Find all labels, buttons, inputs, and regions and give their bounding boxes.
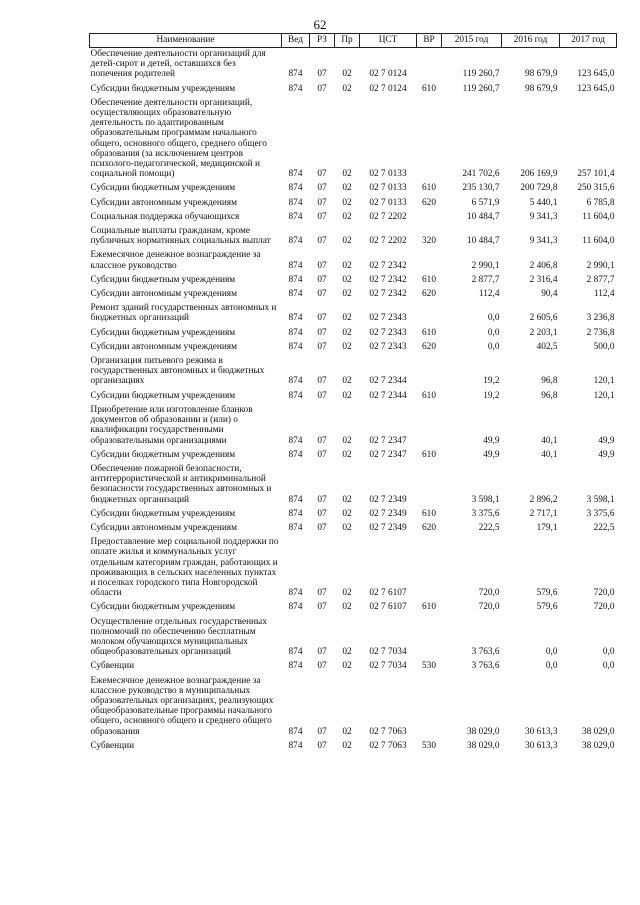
table-row xyxy=(90,463,617,508)
cell-2015: 10 484,7 xyxy=(466,236,500,247)
cell-name: Обеспечение деятельности организаций, осуществляющих образовательную деятельность по адаптированным образовательным программам начального общего, основного общего, среднего общего образования (за исключением центров психолого-педагогической, медицинской и социальной помощи) xyxy=(90,97,267,180)
cell-cst: 02 7 7063 xyxy=(369,726,407,737)
cell-pr: 02 xyxy=(342,313,352,324)
cell-2016: 9 341,3 xyxy=(529,211,558,222)
cell-vr: 620 xyxy=(422,341,436,352)
cell-ved: 874 xyxy=(288,449,303,460)
cell-2015: 19,2 xyxy=(483,376,500,387)
cell-name: Осуществление отдельных государственных полномочий по обеспечению бесплатным молоком обучающихся муниципальных общеобразовательных организаций xyxy=(90,616,267,658)
cell-vr: 610 xyxy=(422,274,436,285)
cell-2017: 49,9 xyxy=(598,435,615,446)
header-rz: РЗ xyxy=(310,34,335,48)
cell-ved: 874 xyxy=(288,197,303,208)
table-row xyxy=(90,508,617,522)
cell-cst: 02 7 7034 xyxy=(369,661,407,672)
cell-vr xyxy=(417,302,442,326)
cell-2016: 96,8 xyxy=(541,376,558,387)
cell-cst: 02 7 2344 xyxy=(369,376,407,387)
cell-rz: 07 xyxy=(317,313,327,324)
cell-2017: 257 101,4 xyxy=(577,169,615,180)
cell-ved: 874 xyxy=(288,726,303,737)
table-row xyxy=(90,83,617,97)
table-row xyxy=(90,675,617,740)
cell-2017: 720,0 xyxy=(593,602,615,613)
cell-ved: 874 xyxy=(288,83,303,94)
cell-2016: 0,0 xyxy=(545,647,558,658)
cell-2015: 0,0 xyxy=(487,313,500,324)
cell-2015: 2 877,7 xyxy=(471,274,500,285)
cell-2015: 49,9 xyxy=(483,449,500,460)
cell-2015: 3 763,6 xyxy=(471,647,500,658)
cell-2015: 49,9 xyxy=(483,435,500,446)
table-row xyxy=(90,355,617,390)
cell-vr xyxy=(417,211,442,225)
cell-cst: 02 7 2343 xyxy=(369,327,407,338)
cell-vr xyxy=(417,249,442,273)
cell-name: Приобретение или изготовление бланков документов об образовании и (или) о квалификации государственными образовательными организациями xyxy=(90,404,253,446)
table-row xyxy=(90,660,617,674)
table-row xyxy=(90,601,617,615)
cell-pr: 02 xyxy=(342,376,352,387)
cell-2016: 579,6 xyxy=(536,602,558,613)
cell-2017: 6 785,8 xyxy=(586,197,615,208)
cell-vr: 620 xyxy=(422,289,436,300)
cell-name: Субсидии автономным учреждениям xyxy=(90,289,237,300)
cell-ved: 874 xyxy=(288,327,303,338)
cell-pr: 02 xyxy=(342,69,352,80)
table-row xyxy=(90,390,617,404)
cell-2016: 96,8 xyxy=(541,390,558,401)
cell-2015: 720,0 xyxy=(478,602,500,613)
table-row xyxy=(90,341,617,355)
cell-2015: 3 763,6 xyxy=(471,661,500,672)
cell-2015: 10 484,7 xyxy=(466,211,500,222)
cell-2017: 11 604,0 xyxy=(582,211,615,222)
cell-2015: 3 598,1 xyxy=(471,494,500,505)
cell-cst: 02 7 6107 xyxy=(369,588,407,599)
cell-2017: 0,0 xyxy=(602,647,615,658)
cell-2016: 2 406,8 xyxy=(529,260,558,271)
header-2017: 2017 год xyxy=(560,34,617,48)
cell-2017: 11 604,0 xyxy=(582,236,615,247)
cell-vr xyxy=(417,97,442,183)
cell-ved: 874 xyxy=(288,260,303,271)
cell-vr xyxy=(417,675,442,740)
table-row xyxy=(90,48,617,83)
cell-pr: 02 xyxy=(342,602,352,613)
cell-rz: 07 xyxy=(317,647,327,658)
cell-name: Субсидии автономным учреждениям xyxy=(90,341,237,352)
cell-2016: 5 440,1 xyxy=(529,197,558,208)
cell-2015: 38 029,0 xyxy=(466,726,500,737)
cell-ved: 874 xyxy=(288,69,303,80)
cell-2016: 0,0 xyxy=(545,661,558,672)
cell-pr: 02 xyxy=(342,341,352,352)
table-row xyxy=(90,536,617,601)
cell-2016: 30 613,3 xyxy=(524,726,558,737)
cell-vr: 610 xyxy=(422,183,436,194)
header-ved: Вед xyxy=(282,34,310,48)
cell-2016: 98 679,9 xyxy=(524,69,558,80)
table-row xyxy=(90,740,617,754)
cell-name: Предоставление мер социальной поддержки по оплате жилья и коммунальных услуг отдельным категориям граждан, работающих и проживающих в сельских населенных пунктах и поселках городского типа Новгородской области xyxy=(90,537,279,599)
cell-name: Субсидии бюджетным учреждениям xyxy=(90,449,236,460)
cell-rz: 07 xyxy=(317,435,327,446)
cell-ved: 874 xyxy=(288,274,303,285)
cell-rz: 07 xyxy=(317,83,327,94)
cell-2015: 0,0 xyxy=(487,341,500,352)
cell-2015: 112,4 xyxy=(478,289,500,300)
cell-ved: 874 xyxy=(288,602,303,613)
cell-ved: 874 xyxy=(288,661,303,672)
cell-rz: 07 xyxy=(317,588,327,599)
cell-name: Ремонт зданий государственных автономных и бюджетных организаций xyxy=(90,303,277,324)
page-number: 62 xyxy=(313,17,327,32)
cell-vr xyxy=(417,463,442,508)
cell-rz: 07 xyxy=(317,327,327,338)
cell-pr: 02 xyxy=(342,289,352,300)
cell-2017: 250 315,6 xyxy=(577,183,615,194)
cell-ved: 874 xyxy=(288,236,303,247)
cell-ved: 874 xyxy=(288,169,303,180)
header-2015: 2015 год xyxy=(442,34,502,48)
cell-vr: 610 xyxy=(422,602,436,613)
cell-pr: 02 xyxy=(342,211,352,222)
cell-vr: 320 xyxy=(422,236,436,247)
table-row xyxy=(90,274,617,288)
cell-2017: 120,1 xyxy=(593,390,615,401)
cell-rz: 07 xyxy=(317,236,327,247)
cell-rz: 07 xyxy=(317,211,327,222)
cell-rz: 07 xyxy=(317,341,327,352)
cell-name: Субсидии бюджетным учреждениям xyxy=(90,602,236,613)
cell-pr: 02 xyxy=(342,83,352,94)
table-row xyxy=(90,97,617,183)
header-cst: ЦСТ xyxy=(360,34,417,48)
cell-pr: 02 xyxy=(342,183,352,194)
cell-vr xyxy=(417,355,442,390)
cell-name: Субвенции xyxy=(90,740,135,751)
cell-ved: 874 xyxy=(288,740,303,751)
cell-name: Субвенции xyxy=(90,661,135,672)
header-vr: ВР xyxy=(417,34,442,48)
cell-rz: 07 xyxy=(317,740,327,751)
cell-ved: 874 xyxy=(288,211,303,222)
table-row xyxy=(90,449,617,463)
cell-2015: 222,5 xyxy=(478,522,500,533)
cell-rz: 07 xyxy=(317,602,327,613)
cell-cst: 02 7 7063 xyxy=(369,740,407,751)
cell-cst: 02 7 2343 xyxy=(369,341,407,352)
cell-2017: 222,5 xyxy=(593,522,615,533)
cell-vr xyxy=(417,536,442,601)
cell-cst: 02 7 0133 xyxy=(369,169,407,180)
cell-2016: 2 203,1 xyxy=(529,327,558,338)
cell-ved: 874 xyxy=(288,522,303,533)
cell-cst: 02 7 7034 xyxy=(369,647,407,658)
table-row xyxy=(90,288,617,302)
cell-2017: 720,0 xyxy=(593,588,615,599)
cell-cst: 02 7 2202 xyxy=(369,211,407,222)
table-row xyxy=(90,182,617,196)
cell-rz: 07 xyxy=(317,494,327,505)
cell-rz: 07 xyxy=(317,197,327,208)
cell-name: Субсидии бюджетным учреждениям xyxy=(90,390,236,401)
table-row xyxy=(90,211,617,225)
cell-2015: 119 260,7 xyxy=(462,69,500,80)
cell-ved: 874 xyxy=(288,390,303,401)
cell-vr: 530 xyxy=(422,740,436,751)
cell-pr: 02 xyxy=(342,327,352,338)
cell-ved: 874 xyxy=(288,376,303,387)
cell-2015: 0,0 xyxy=(487,327,500,338)
cell-cst: 02 7 0133 xyxy=(369,197,407,208)
cell-vr xyxy=(417,616,442,661)
cell-vr xyxy=(417,48,442,83)
cell-name: Субсидии бюджетным учреждениям xyxy=(90,183,236,194)
cell-pr: 02 xyxy=(342,274,352,285)
cell-rz: 07 xyxy=(317,390,327,401)
cell-2017: 3 236,8 xyxy=(586,313,615,324)
table-row xyxy=(90,197,617,211)
cell-name: Обеспечение деятельности организаций для детей-сирот и детей, оставшихся без попечения родителей xyxy=(90,49,266,80)
cell-2015: 19,2 xyxy=(483,390,500,401)
table-row xyxy=(90,404,617,449)
cell-rz: 07 xyxy=(317,449,327,460)
cell-2015: 241 702,6 xyxy=(462,169,500,180)
cell-pr: 02 xyxy=(342,390,352,401)
cell-ved: 874 xyxy=(288,588,303,599)
table-row xyxy=(90,522,617,536)
cell-pr: 02 xyxy=(342,647,352,658)
cell-2017: 3 375,6 xyxy=(586,508,615,519)
cell-2017: 123 645,0 xyxy=(577,69,615,80)
cell-name: Социальная поддержка обучающихся xyxy=(90,211,240,222)
cell-cst: 02 7 2349 xyxy=(369,508,407,519)
cell-2017: 49,9 xyxy=(598,449,615,460)
cell-cst: 02 7 2202 xyxy=(369,236,407,247)
cell-2017: 2 736,8 xyxy=(586,327,615,338)
header-pr: Пр xyxy=(335,34,360,48)
cell-2016: 2 316,4 xyxy=(529,274,558,285)
cell-2016: 179,1 xyxy=(536,522,558,533)
cell-2016: 2 896,2 xyxy=(529,494,558,505)
cell-ved: 874 xyxy=(288,494,303,505)
cell-2015: 38 029,0 xyxy=(466,740,500,751)
cell-name: Субсидии бюджетным учреждениям xyxy=(90,83,236,94)
cell-pr: 02 xyxy=(342,435,352,446)
cell-pr: 02 xyxy=(342,740,352,751)
cell-2017: 112,4 xyxy=(593,289,615,300)
cell-rz: 07 xyxy=(317,183,327,194)
cell-2017: 38 029,0 xyxy=(581,726,615,737)
cell-vr: 610 xyxy=(422,83,436,94)
cell-ved: 874 xyxy=(288,289,303,300)
cell-name: Субсидии автономным учреждениям xyxy=(90,522,237,533)
cell-2017: 0,0 xyxy=(602,661,615,672)
cell-2016: 206 169,9 xyxy=(520,169,558,180)
cell-cst: 02 7 2342 xyxy=(369,289,407,300)
cell-pr: 02 xyxy=(342,588,352,599)
cell-2015: 720,0 xyxy=(478,588,500,599)
cell-2016: 30 613,3 xyxy=(524,740,558,751)
cell-2015: 6 571,9 xyxy=(471,197,500,208)
cell-cst: 02 7 2342 xyxy=(369,260,407,271)
cell-pr: 02 xyxy=(342,169,352,180)
cell-vr: 620 xyxy=(422,197,436,208)
header-2016: 2016 год xyxy=(502,34,560,48)
cell-name: Субсидии бюджетным учреждениям xyxy=(90,508,236,519)
cell-ved: 874 xyxy=(288,183,303,194)
cell-cst: 02 7 2347 xyxy=(369,435,407,446)
cell-pr: 02 xyxy=(342,260,352,271)
cell-name: Ежемесячное денежное вознаграждение за классное руководство в муниципальных образовательных организациях, реализующих общеобразовательные программы начального общего, основного общего и среднего общего образования xyxy=(90,675,274,737)
budget-table xyxy=(89,33,617,754)
cell-name: Субсидии бюджетным учреждениям xyxy=(90,274,236,285)
cell-name: Субсидии бюджетным учреждениям xyxy=(90,327,236,338)
cell-rz: 07 xyxy=(317,289,327,300)
cell-ved: 874 xyxy=(288,341,303,352)
cell-pr: 02 xyxy=(342,236,352,247)
table-row xyxy=(90,616,617,661)
cell-pr: 02 xyxy=(342,522,352,533)
cell-2016: 98 679,9 xyxy=(524,83,558,94)
cell-vr: 610 xyxy=(422,508,436,519)
cell-vr: 610 xyxy=(422,449,436,460)
cell-2017: 500,0 xyxy=(593,341,615,352)
cell-2016: 40,1 xyxy=(541,435,558,446)
cell-ved: 874 xyxy=(288,647,303,658)
cell-rz: 07 xyxy=(317,376,327,387)
cell-2015: 119 260,7 xyxy=(462,83,500,94)
cell-cst: 02 7 2342 xyxy=(369,274,407,285)
cell-cst: 02 7 2343 xyxy=(369,313,407,324)
cell-rz: 07 xyxy=(317,661,327,672)
cell-vr xyxy=(417,404,442,449)
cell-cst: 02 7 0124 xyxy=(369,69,407,80)
cell-2016: 579,6 xyxy=(536,588,558,599)
table-row xyxy=(90,302,617,326)
cell-2016: 2 605,6 xyxy=(529,313,558,324)
cell-cst: 02 7 2347 xyxy=(369,449,407,460)
cell-rz: 07 xyxy=(317,522,327,533)
cell-2017: 120,1 xyxy=(593,376,615,387)
cell-ved: 874 xyxy=(288,435,303,446)
cell-name: Обеспечение пожарной безопасности, антитеррористической и антикриминальной безопасности государственных автономных и бюджетных организаций xyxy=(90,463,272,505)
cell-2015: 235 130,7 xyxy=(462,183,500,194)
cell-vr: 530 xyxy=(422,661,436,672)
cell-ved: 874 xyxy=(288,313,303,324)
cell-cst: 02 7 2349 xyxy=(369,494,407,505)
cell-2016: 402,5 xyxy=(536,341,558,352)
cell-name: Ежемесячное денежное вознаграждение за классное руководство xyxy=(90,250,261,271)
cell-vr: 610 xyxy=(422,327,436,338)
table-row xyxy=(90,327,617,341)
cell-2016: 2 717,1 xyxy=(529,508,558,519)
cell-vr: 610 xyxy=(422,390,436,401)
cell-pr: 02 xyxy=(342,661,352,672)
cell-name: Организация питьевого режима в государственных автономных и бюджетных организациях xyxy=(90,356,265,387)
cell-2017: 2 990,1 xyxy=(586,260,615,271)
cell-2015: 2 990,1 xyxy=(471,260,500,271)
cell-cst: 02 7 0133 xyxy=(369,183,407,194)
cell-pr: 02 xyxy=(342,508,352,519)
cell-rz: 07 xyxy=(317,69,327,80)
cell-cst: 02 7 0124 xyxy=(369,83,407,94)
cell-2017: 38 029,0 xyxy=(581,740,615,751)
cell-rz: 07 xyxy=(317,508,327,519)
table-header-row xyxy=(90,34,617,48)
cell-cst: 02 7 2349 xyxy=(369,522,407,533)
cell-name: Субсидии автономным учреждениям xyxy=(90,197,237,208)
cell-2016: 90,4 xyxy=(541,289,558,300)
cell-name: Социальные выплаты гражданам, кроме публичных нормативных социальных выплат xyxy=(90,226,271,247)
cell-2016: 9 341,3 xyxy=(529,236,558,247)
cell-pr: 02 xyxy=(342,726,352,737)
table-row xyxy=(90,249,617,273)
cell-rz: 07 xyxy=(317,726,327,737)
cell-cst: 02 7 2344 xyxy=(369,390,407,401)
cell-pr: 02 xyxy=(342,197,352,208)
cell-2016: 200 729,8 xyxy=(520,183,558,194)
cell-vr: 620 xyxy=(422,522,436,533)
cell-rz: 07 xyxy=(317,260,327,271)
cell-2017: 2 877,7 xyxy=(586,274,615,285)
cell-pr: 02 xyxy=(342,494,352,505)
table-row xyxy=(90,225,617,249)
header-name: Наименование xyxy=(90,34,282,48)
cell-rz: 07 xyxy=(317,274,327,285)
cell-rz: 07 xyxy=(317,169,327,180)
cell-pr: 02 xyxy=(342,449,352,460)
cell-cst: 02 7 6107 xyxy=(369,602,407,613)
cell-2016: 40,1 xyxy=(541,449,558,460)
cell-2015: 3 375,6 xyxy=(471,508,500,519)
cell-ved: 874 xyxy=(288,508,303,519)
cell-2017: 3 598,1 xyxy=(586,494,615,505)
cell-2017: 123 645,0 xyxy=(577,83,615,94)
